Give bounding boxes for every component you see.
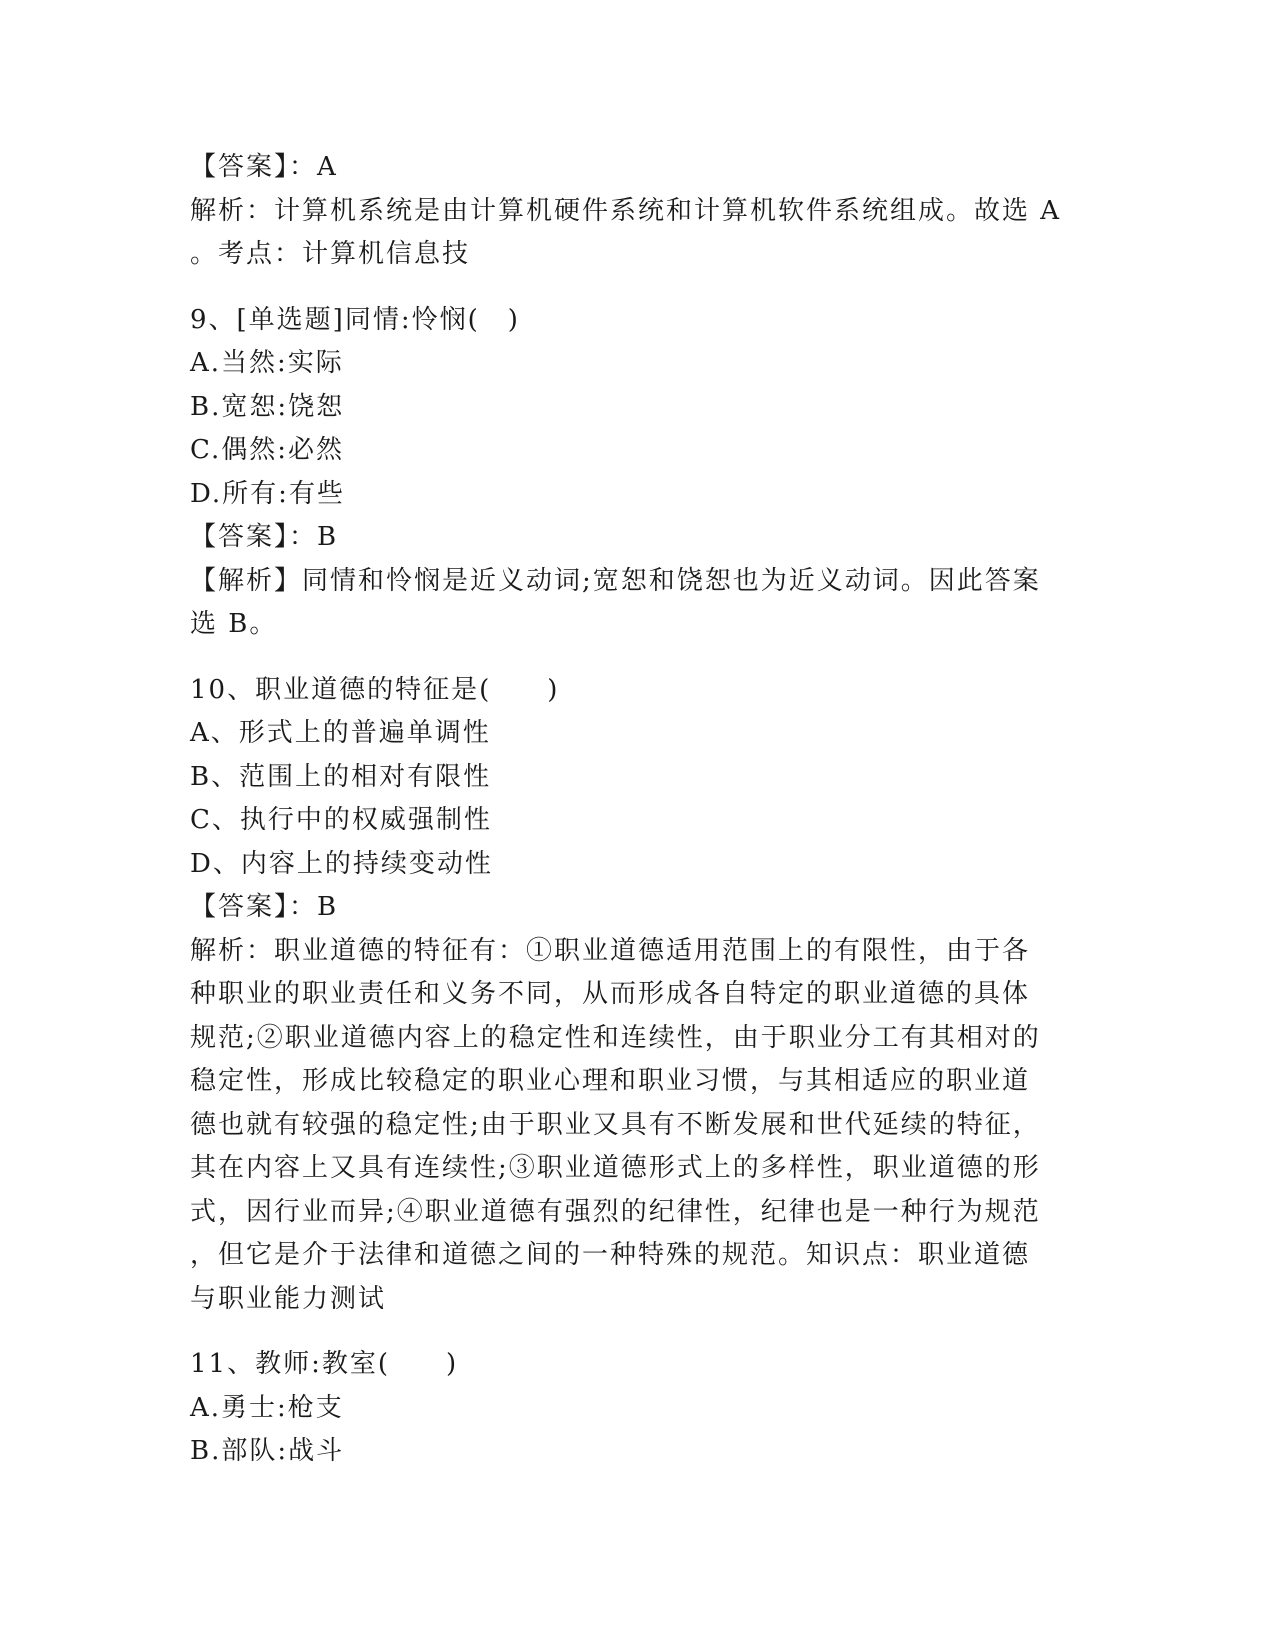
option-a: A.勇士:枪支 — [190, 1392, 344, 1423]
explanation-line: 与职业能力测试 — [190, 1283, 387, 1314]
question-9 — [190, 299, 1090, 647]
option-b: B.宽恕:饶恕 — [190, 391, 345, 422]
explanation-line: 种职业的职业责任和义务不同，从而形成各自特定的职业道德的具体 — [190, 979, 1031, 1009]
document-page — [190, 146, 1090, 1474]
question-10 — [190, 669, 1090, 1322]
answer-label: 【答案】：B — [190, 522, 339, 552]
question-11 — [190, 1343, 1090, 1474]
explanation-line: 【解析】同情和怜悯是近义动词;宽恕和饶恕也为近义动词。因此答案 — [190, 565, 1041, 596]
explanation-line: 式，因行业而异;④职业道德有强烈的纪律性，纪律也是一种行为规范 — [190, 1196, 1041, 1227]
question-stem: 9、[单选题]同情:怜悯( ) — [190, 304, 520, 335]
explanation-line: 德也就有较强的稳定性;由于职业又具有不断发展和世代延续的特征， — [190, 1109, 1041, 1140]
question-stem: 11、教师:教室( ) — [190, 1349, 459, 1379]
answer-block-8 — [190, 146, 1090, 277]
explanation-line: 。考点：计算机信息技 — [190, 239, 471, 269]
explanation-line: 解析：职业道德的特征有：①职业道德适用范围上的有限性，由于各 — [190, 935, 1031, 966]
option-b: B.部队:战斗 — [190, 1436, 345, 1466]
option-a: A、形式上的普遍单调性 — [190, 718, 491, 748]
explanation-line: ，但它是介于法律和道德之间的一种特殊的规范。知识点：职业道德 — [190, 1240, 1031, 1270]
option-c: C、执行中的权威强制性 — [190, 805, 492, 835]
explanation-line: 其在内容上又具有连续性;③职业道德形式上的多样性，职业道德的形 — [190, 1153, 1041, 1183]
option-d: D.所有:有些 — [190, 478, 345, 509]
explanation-line: 选 B。 — [190, 609, 278, 639]
option-c: C.偶然:必然 — [190, 435, 344, 465]
option-d: D、内容上的持续变动性 — [190, 848, 493, 879]
explanation-line: 规范;②职业道德内容上的稳定性和连续性，由于职业分工有其相对的 — [190, 1022, 1041, 1053]
answer-label: 【答案】：B — [190, 892, 339, 922]
answer-label: 【答案】：A — [190, 152, 338, 182]
question-stem: 10、职业道德的特征是( ) — [190, 674, 560, 705]
explanation-line: 稳定性，形成比较稳定的职业心理和职业习惯，与其相适应的职业道 — [190, 1066, 1031, 1096]
option-a: A.当然:实际 — [190, 348, 344, 378]
option-b: B、范围上的相对有限性 — [190, 761, 492, 792]
explanation-line: 解析：计算机系统是由计算机硬件系统和计算机软件系统组成。故选 A — [190, 195, 1062, 226]
